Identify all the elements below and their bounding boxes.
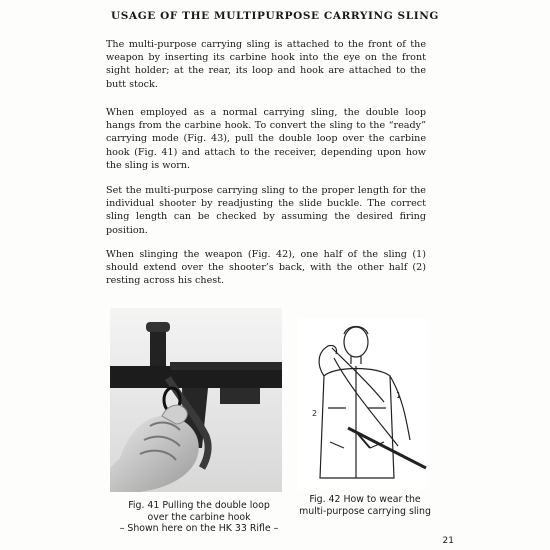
callout-1-label: 1 [396,391,402,400]
figure-41-caption-line1: Fig. 41 Pulling the double loop [128,500,270,511]
paragraph-sling-length: Set the multi-purpose carrying sling to the proper length for the individual shooter by readjusting the slide buckle. The correct sling length can be checked by assuming the desired firing position. [106,185,426,236]
page-number: 21 [442,536,454,546]
paragraph-ready-mode: When employed as a normal carrying sling, the double loop hangs from the carbine hook. To convert the sling to the “ready” carrying mode (Fig. 43), pull the double loop over the carbine hook (Fig. 41) and attach to the receiver, depending upon how the sling is worn. [106,107,426,171]
figure-41-caption-line3: – Shown here on the HK 33 Rifle – [119,523,279,535]
figure-41-photo [110,308,282,492]
figure-42-drawing [298,318,428,490]
shooter-line-drawing [298,318,428,490]
paragraph-attachment: The multi-purpose carrying sling is attached to the front of the weapon by inserting its carbine hook into the eye on the front sight holder; at the rear, its loop and hook are attached to the butt stock. [106,39,426,90]
figure-41-caption [104,500,294,535]
figure-42-caption [290,494,440,517]
figure-42-caption-line1: Fig. 42 How to wear the [309,494,421,505]
figure-42-caption-line2: multi-purpose carrying sling [299,505,431,517]
figure-41-caption-line2: over the carbine hook [147,511,251,523]
page-title: USAGE OF THE MULTIPURPOSE CARRYING SLING [111,10,439,22]
paragraph-slinging: When slinging the weapon (Fig. 42), one half of the sling (1) should extend over the shooter’s back, with the other half (2) resting across his chest. [106,249,426,287]
callout-2-label: 2 [312,409,318,418]
rifle-photo-illustration [110,308,282,492]
